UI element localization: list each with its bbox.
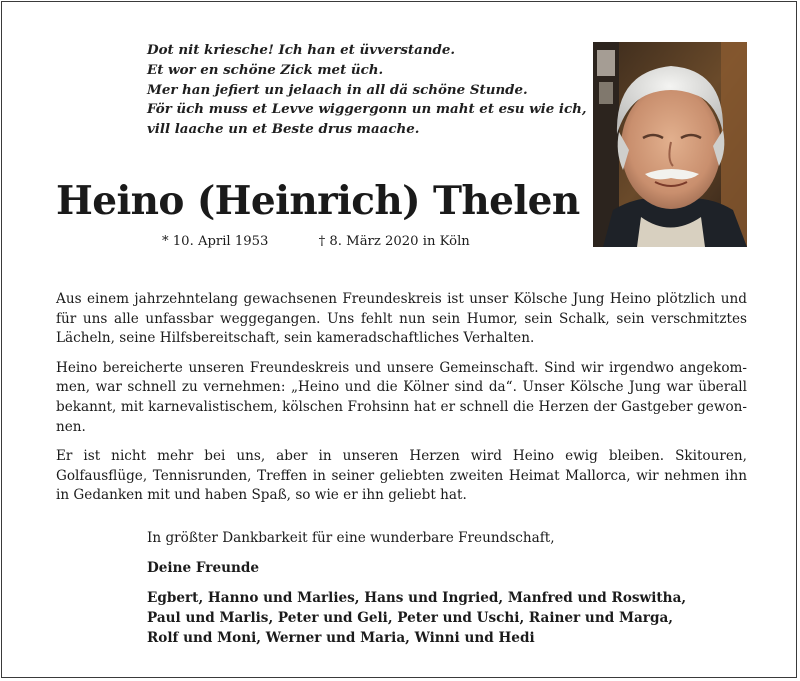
- body-paragraph: Er ist nicht mehr bei uns, aber in unseren Herzen wird Heino ewig bleiben. Skitouren, Golfausflüge, Tennisrunden, Treffen in seiner geliebten zweiten Heimat Mallorca, wir nehmen ihn in Gedanken mit und haben Spaß, so wie er ihn geliebt hat.: [56, 448, 747, 504]
- poem-line: Mer han jefiert un jelaach in all dä schöne Stunde.: [147, 81, 528, 98]
- poem-line: vill laache un et Beste drus maache.: [147, 121, 420, 138]
- friends-line: Rolf und Moni, Werner und Maria, Winni und Hedi: [147, 630, 535, 646]
- friends-line: Egbert, Hanno und Marlies, Hans und Ingried, Manfred und Roswitha,: [147, 590, 687, 606]
- closing-section: [147, 528, 707, 648]
- poem-line: För üch muss et Levve wiggergonn un maht et esu wie ich,: [147, 101, 587, 118]
- friends-line: Paul und Marlis, Peter und Geli, Peter und Uschi, Rainer und Marga,: [147, 610, 674, 626]
- obituary-frame: [1, 1, 797, 678]
- obituary-body: [56, 290, 747, 516]
- portrait-photo: [593, 42, 747, 247]
- poem: [147, 41, 587, 140]
- poem-line: Dot nit kriesche! Ich han et üvverstande.: [147, 42, 456, 58]
- life-dates: [162, 234, 470, 249]
- thanks-line: In größter Dankbarkeit für eine wunderbare Freundschaft,: [147, 530, 555, 546]
- body-paragraph: Heino bereicherte unseren Freundeskreis und unsere Gemeinschaft. Sind wir irgendwo angekommen, war schnell zu vernehmen: „Heino und die Kölner sind da“. Unser Kölsche Jung war überall bekannt, mit karnevalistischem, kölschen Frohsinn hat er schnell die Herzen der Gastgeber gewonnen.: [56, 359, 747, 435]
- body-paragraph: Aus einem jahrzehntelang gewachsenen Freundeskreis ist unser Kölsche Jung Heino plötzlich und für uns alle unfassbar weggegangen. Uns fehlt nun sein Humor, sein Schalk, sein verschmitztes Lächeln, seine Hilfsbereitschaft, sein kameradschaftliches Verhalten.: [56, 291, 747, 347]
- friends-list: [147, 588, 707, 648]
- signature-heading: Deine Freunde: [147, 560, 260, 576]
- deceased-name: Heino (Heinrich) Thelen: [56, 178, 580, 224]
- birth-date: * 10. April 1953: [162, 234, 269, 249]
- death-date: † 8. März 2020 in Köln: [318, 234, 470, 249]
- poem-line: Et wor en schöne Zick met üch.: [147, 61, 384, 78]
